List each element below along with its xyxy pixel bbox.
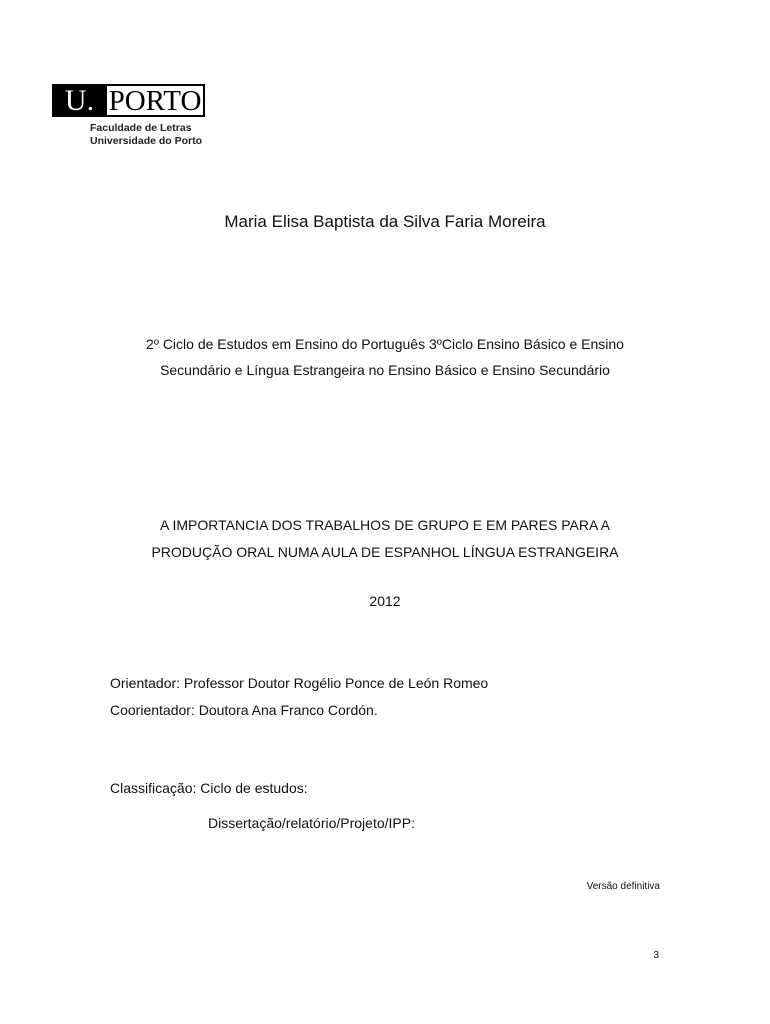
thesis-title [0, 512, 770, 566]
classification-label: Classificação: Ciclo de estudos: [110, 780, 308, 796]
dissertation-label: Dissertação/relatório/Projeto/IPP: [208, 815, 415, 831]
supervisor: Orientador: Professor Doutor Rogélio Ponce de León Romeo [110, 675, 489, 691]
co-supervisor: Coorientador: Doutora Ana Franco Cordón. [110, 702, 378, 718]
study-cycle-line-1: 2º Ciclo de Estudos em Ensino do Português 3ºCiclo Ensino Básico e Ensino [146, 336, 624, 352]
logo-wordmark [52, 84, 205, 117]
version-note: Versão definitiva [586, 881, 660, 892]
logo-porto: PORTO [107, 84, 205, 117]
university-name: Universidade do Porto [90, 135, 203, 147]
page-number: 3 [653, 950, 659, 961]
logo-subtitle [90, 122, 205, 148]
thesis-title-line-2: PRODUÇÃO ORAL NUMA AULA DE ESPANHOL LÍNGUA ESTRANGEIRA [151, 544, 619, 560]
faculty-name: Faculdade de Letras [90, 122, 192, 134]
study-cycle-line-2: Secundário e Língua Estrangeira no Ensino Básico e Ensino Secundário [160, 362, 610, 378]
logo-u: U. [52, 84, 107, 117]
thesis-title-line-1: A IMPORTANCIA DOS TRABALHOS DE GRUPO E EM PARES PARA A [160, 517, 610, 533]
study-cycle [0, 331, 770, 383]
year: 2012 [369, 593, 401, 609]
author-name: Maria Elisa Baptista da Silva Faria Moreira [224, 212, 546, 231]
university-logo [52, 84, 205, 148]
